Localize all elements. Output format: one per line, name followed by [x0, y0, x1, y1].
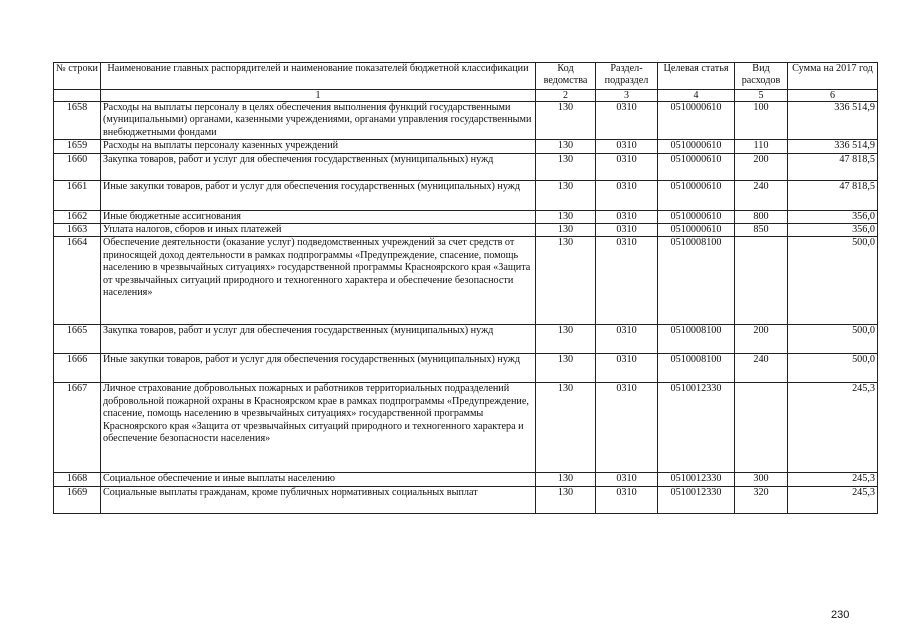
row-target-article: 0510000610 [658, 140, 735, 153]
row-expense-type [735, 237, 788, 325]
header-expense-type: Вид расходов [735, 63, 788, 90]
row-amount: 245,3 [788, 383, 878, 473]
table-row [54, 354, 878, 383]
table-row [54, 102, 878, 140]
row-department-code: 130 [536, 486, 596, 513]
column-index: 3 [596, 90, 658, 102]
header-name: Наименование главных распорядителей и наименование показателей бюджетной классификации [101, 63, 536, 90]
column-index: 6 [788, 90, 878, 102]
row-number: 1668 [54, 473, 101, 486]
row-number: 1666 [54, 354, 101, 383]
row-target-article: 0510008100 [658, 237, 735, 325]
row-section: 0310 [596, 140, 658, 153]
row-name: Личное страхование добровольных пожарных и работников территориальных подразделений добровольной пожарной охраны в Красноярском крае в рамках подпрограммы «Предупреждение, спасение, помощь населению в чрезвычайных ситуациях» государственной программы Красноярского края «Защита от чрезвычайных ситуаций природного и техногенного характера и обеспечение безопасности населения» [101, 383, 536, 473]
row-amount: 500,0 [788, 325, 878, 354]
row-section: 0310 [596, 325, 658, 354]
row-section: 0310 [596, 473, 658, 486]
row-name: Иные закупки товаров, работ и услуг для обеспечения государственных (муниципальных) нужд [101, 180, 536, 210]
row-department-code: 130 [536, 383, 596, 473]
header-row [54, 63, 878, 90]
column-index-row [54, 90, 878, 102]
header-department-code: Код ведомства [536, 63, 596, 90]
row-expense-type: 320 [735, 486, 788, 513]
row-name: Обеспечение деятельности (оказание услуг) подведомственных учреждений за счет средств от приносящей доход деятельности в рамках подпрограммы «Предупреждение, спасение, помощь населению в чрезвычайных ситуациях» государственной программы Красноярского края «Защита от чрезвычайных ситуаций природного и техногенного характера и обеспечение безопасности населения» [101, 237, 536, 325]
budget-table [53, 62, 878, 514]
table-row [54, 325, 878, 354]
row-section: 0310 [596, 224, 658, 237]
row-target-article: 0510012330 [658, 473, 735, 486]
header-amount: Сумма на 2017 год [788, 63, 878, 90]
table-row [54, 383, 878, 473]
table-body [54, 102, 878, 514]
table-row [54, 153, 878, 180]
row-number: 1660 [54, 153, 101, 180]
column-index: 5 [735, 90, 788, 102]
row-amount: 500,0 [788, 354, 878, 383]
table-row [54, 237, 878, 325]
header-section: Раздел- подраздел [596, 63, 658, 90]
table-row [54, 140, 878, 153]
row-target-article: 0510012330 [658, 486, 735, 513]
table-row [54, 210, 878, 223]
row-section: 0310 [596, 180, 658, 210]
row-amount: 245,3 [788, 473, 878, 486]
row-section: 0310 [596, 153, 658, 180]
row-amount: 245,3 [788, 486, 878, 513]
row-target-article: 0510008100 [658, 325, 735, 354]
row-section: 0310 [596, 237, 658, 325]
row-department-code: 130 [536, 354, 596, 383]
column-index: 4 [658, 90, 735, 102]
row-name: Закупка товаров, работ и услуг для обеспечения государственных (муниципальных) нужд [101, 325, 536, 354]
row-department-code: 130 [536, 237, 596, 325]
row-number: 1661 [54, 180, 101, 210]
row-number: 1667 [54, 383, 101, 473]
row-amount: 336 514,9 [788, 140, 878, 153]
row-expense-type: 300 [735, 473, 788, 486]
table-row [54, 486, 878, 513]
row-name: Социальное обеспечение и иные выплаты населению [101, 473, 536, 486]
row-amount: 47 818,5 [788, 153, 878, 180]
row-number: 1659 [54, 140, 101, 153]
row-department-code: 130 [536, 224, 596, 237]
row-target-article: 0510000610 [658, 180, 735, 210]
row-department-code: 130 [536, 102, 596, 140]
row-expense-type: 200 [735, 325, 788, 354]
row-department-code: 130 [536, 473, 596, 486]
row-target-article: 0510000610 [658, 102, 735, 140]
row-target-article: 0510000610 [658, 224, 735, 237]
row-expense-type: 800 [735, 210, 788, 223]
column-index: 2 [536, 90, 596, 102]
row-department-code: 130 [536, 180, 596, 210]
row-section: 0310 [596, 383, 658, 473]
row-section: 0310 [596, 354, 658, 383]
row-department-code: 130 [536, 140, 596, 153]
header-row-number: № строки [54, 63, 101, 90]
row-department-code: 130 [536, 153, 596, 180]
row-name: Иные бюджетные ассигнования [101, 210, 536, 223]
row-expense-type: 850 [735, 224, 788, 237]
table-row [54, 224, 878, 237]
row-name: Иные закупки товаров, работ и услуг для обеспечения государственных (муниципальных) нужд [101, 354, 536, 383]
row-name: Уплата налогов, сборов и иных платежей [101, 224, 536, 237]
row-name: Закупка товаров, работ и услуг для обеспечения государственных (муниципальных) нужд [101, 153, 536, 180]
row-expense-type [735, 383, 788, 473]
row-amount: 356,0 [788, 224, 878, 237]
row-number: 1658 [54, 102, 101, 140]
row-number: 1663 [54, 224, 101, 237]
row-expense-type: 200 [735, 153, 788, 180]
row-number: 1665 [54, 325, 101, 354]
row-expense-type: 240 [735, 354, 788, 383]
row-target-article: 0510012330 [658, 383, 735, 473]
header-target-article: Целевая статья [658, 63, 735, 90]
row-amount: 47 818,5 [788, 180, 878, 210]
row-section: 0310 [596, 486, 658, 513]
row-department-code: 130 [536, 325, 596, 354]
row-section: 0310 [596, 210, 658, 223]
table-row [54, 473, 878, 486]
row-section: 0310 [596, 102, 658, 140]
row-name: Расходы на выплаты персоналу в целях обеспечения выполнения функций государственными (муниципальными) органами, казенными учреждениями, органами управления государственными внебюджетными фондами [101, 102, 536, 140]
row-expense-type: 100 [735, 102, 788, 140]
row-amount: 356,0 [788, 210, 878, 223]
row-number: 1664 [54, 237, 101, 325]
table-row [54, 180, 878, 210]
row-target-article: 0510000610 [658, 153, 735, 180]
row-name: Социальные выплаты гражданам, кроме публичных нормативных социальных выплат [101, 486, 536, 513]
row-target-article: 0510008100 [658, 354, 735, 383]
column-index: 1 [101, 90, 536, 102]
row-expense-type: 240 [735, 180, 788, 210]
row-number: 1662 [54, 210, 101, 223]
row-amount: 336 514,9 [788, 102, 878, 140]
row-number: 1669 [54, 486, 101, 513]
column-index [54, 90, 101, 102]
row-target-article: 0510000610 [658, 210, 735, 223]
row-expense-type: 110 [735, 140, 788, 153]
page-number: 230 [831, 609, 850, 621]
row-name: Расходы на выплаты персоналу казенных учреждений [101, 140, 536, 153]
row-amount: 500,0 [788, 237, 878, 325]
row-department-code: 130 [536, 210, 596, 223]
